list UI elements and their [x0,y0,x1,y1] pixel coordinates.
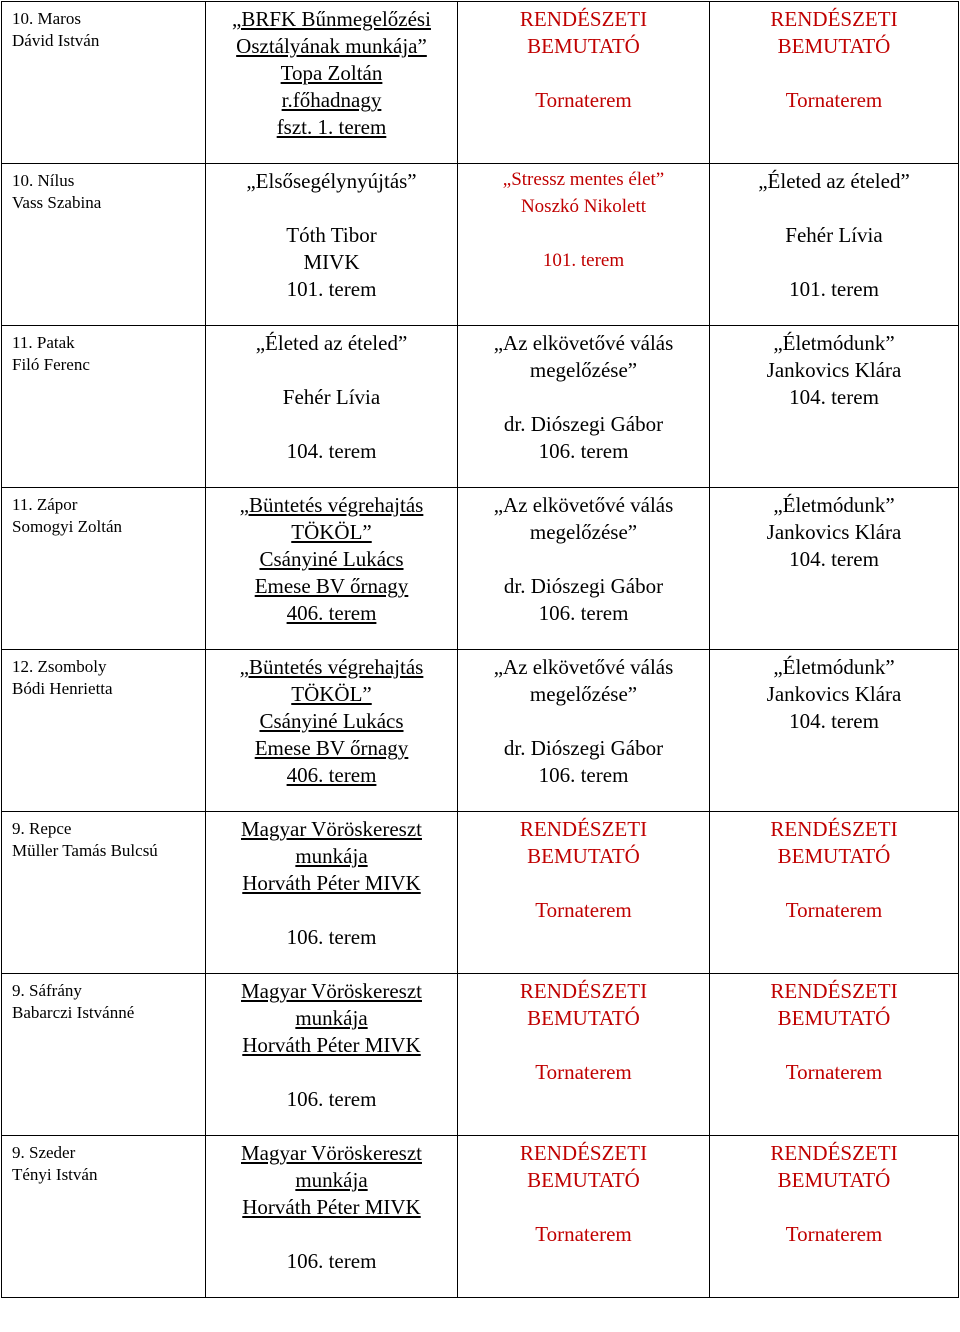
session-line: Magyar Vöröskereszt [241,817,422,841]
session-line: Osztályának munkája” [236,34,427,58]
table-row [2,326,959,488]
session-line: Tornaterem [785,1060,883,1084]
class-teacher: Filó Ferenc [12,355,90,374]
session-cell [710,164,959,326]
session-line [458,708,709,735]
session-line [710,249,958,276]
table-row [2,974,959,1136]
class-name: 10. Nílus [12,171,75,190]
session-line: megelőzése” [529,520,638,544]
table-row [2,650,959,812]
session-line: TÖKÖL” [291,520,372,544]
session-line: „Életmódunk” [773,493,895,517]
session-line [710,114,958,141]
session-cell [458,1136,710,1298]
session-line: dr. Diószegi Gábor [503,574,664,598]
session-line: 101. terem [286,277,377,301]
session-cell [710,974,959,1136]
session-line [206,411,457,438]
class-name: 12. Zsomboly [12,657,107,676]
session-line: Horváth Péter MIVK [242,1195,421,1219]
schedule-table [1,1,959,1298]
session-line [206,1059,457,1086]
session-line [206,1221,457,1248]
session-line: Horváth Péter MIVK [242,871,421,895]
session-line [710,735,958,762]
session-line: Tornaterem [535,898,632,922]
session-line: „Életmódunk” [773,655,895,679]
session-cell [206,326,458,488]
session-line: dr. Diószegi Gábor [503,736,664,760]
class-teacher: Bódi Henrietta [12,679,113,698]
session-line: 106. terem [286,1249,377,1273]
session-line: Fehér Lívia [282,385,381,409]
session-line: TÖKÖL” [291,682,372,706]
session-line [206,357,457,384]
session-line: 106. terem [538,439,629,463]
session-line: Noszkó Nikolett [520,196,647,217]
session-line: RENDÉSZETI [770,817,898,841]
session-line: munkája [295,1168,368,1192]
session-line [710,870,958,897]
class-name: 11. Zápor [12,495,78,514]
session-line: 101. terem [542,250,625,271]
session-line: Csányiné Lukács [259,709,404,733]
session-line: dr. Diószegi Gábor [503,412,664,436]
session-line: RENDÉSZETI [519,979,648,1003]
session-line: BEMUTATÓ [527,1006,640,1030]
session-line: MIVK [303,250,360,274]
session-line: „Stressz mentes élet” [502,169,665,190]
session-line [710,60,958,87]
session-line: 106. terem [538,763,629,787]
class-teacher: Somogyi Zoltán [12,517,123,536]
session-cell [206,488,458,650]
session-line [710,1194,958,1221]
session-line: Magyar Vöröskereszt [241,979,422,1003]
session-line [458,1032,709,1059]
session-line: megelőzése” [529,358,638,382]
session-line: 104. terem [789,547,879,571]
session-cell [458,974,710,1136]
session-line: RENDÉSZETI [519,7,648,31]
session-line [458,924,709,951]
session-cell [710,650,959,812]
session-line: 104. terem [789,385,879,409]
session-line: „Az elkövetővé válás [493,493,674,517]
session-cell [710,1136,959,1298]
session-line: „Életed az ételed” [758,169,910,193]
session-line [458,1248,709,1275]
class-name: 9. Sáfrány [12,981,82,1000]
session-line [710,1086,958,1113]
session-cell [458,650,710,812]
class-cell [2,812,206,974]
class-name: 11. Patak [12,333,75,352]
session-line: fszt. 1. terem [276,115,387,139]
session-line: megelőzése” [529,682,638,706]
session-cell [206,812,458,974]
class-cell [2,1136,206,1298]
session-line: Jankovics Klára [766,520,902,544]
session-line: r.főhadnagy [281,88,382,112]
session-cell [206,164,458,326]
session-line: Jankovics Klára [766,358,902,382]
session-line: „Az elkövetővé válás [493,655,674,679]
session-line [710,573,958,600]
session-line: Tornaterem [785,1222,883,1246]
session-cell [458,326,710,488]
session-line: „Büntetés végrehajtás [239,493,424,517]
session-line [458,546,709,573]
session-line: Topa Zoltán [280,61,383,85]
session-line [458,1086,709,1113]
session-line: 406. terem [286,763,377,787]
session-line: Tornaterem [535,88,632,112]
session-line: BEMUTATÓ [527,34,640,58]
class-cell [2,650,206,812]
class-cell [2,164,206,326]
session-line: BEMUTATÓ [527,844,640,868]
session-line [710,1248,958,1275]
session-cell [458,2,710,164]
table-row [2,488,959,650]
session-line: „BRFK Bűnmegelőzési [232,7,431,31]
session-line: BEMUTATÓ [777,34,891,58]
session-line: Emese BV őrnagy [254,574,409,598]
session-cell [206,974,458,1136]
session-line: Fehér Lívia [785,223,883,247]
session-line: Horváth Péter MIVK [242,1033,421,1057]
session-line: BEMUTATÓ [527,1168,640,1192]
table-row [2,1136,959,1298]
session-line [458,222,709,249]
session-line [458,276,709,303]
session-line: 104. terem [286,439,377,463]
session-line: RENDÉSZETI [519,817,648,841]
class-teacher: Babarczi Istvánné [12,1003,135,1022]
table-row [2,164,959,326]
session-line: RENDÉSZETI [770,7,898,31]
session-line: „Büntetés végrehajtás [239,655,424,679]
session-cell [458,812,710,974]
session-line: BEMUTATÓ [777,844,891,868]
session-line: Csányiné Lukács [259,547,404,571]
session-line: „Az elkövetővé válás [493,331,674,355]
session-cell [710,812,959,974]
session-line: „Elsősegélynyújtás” [246,169,417,193]
class-teacher: Dávid István [12,31,100,50]
class-cell [2,974,206,1136]
session-cell [710,488,959,650]
table-row [2,2,959,164]
session-line [710,195,958,222]
session-line [458,1194,709,1221]
session-line: 104. terem [789,709,879,733]
session-line: munkája [295,844,368,868]
session-cell [206,650,458,812]
session-line [458,384,709,411]
session-line [206,897,457,924]
session-cell [206,1136,458,1298]
session-line: 406. terem [286,601,377,625]
session-line [206,195,457,222]
session-line [458,60,709,87]
class-name: 9. Szeder [12,1143,76,1162]
session-line: Tóth Tibor [286,223,377,247]
table-row [2,812,959,974]
class-teacher: Müller Tamás Bulcsú [12,841,158,860]
session-line: RENDÉSZETI [519,1141,648,1165]
session-line: „Életed az ételed” [255,331,408,355]
session-line [710,438,958,465]
class-teacher: Tényi István [12,1165,98,1184]
session-line [710,411,958,438]
session-line: „Életmódunk” [773,331,895,355]
session-line: munkája [295,1006,368,1030]
session-line: Tornaterem [785,88,883,112]
session-line: 101. terem [789,277,879,301]
session-line: Tornaterem [535,1060,632,1084]
class-name: 9. Repce [12,819,72,838]
class-cell [2,488,206,650]
session-line [710,600,958,627]
session-line [710,924,958,951]
class-cell [2,326,206,488]
session-line: BEMUTATÓ [777,1168,891,1192]
session-line: RENDÉSZETI [770,979,898,1003]
session-line: 106. terem [538,601,629,625]
session-line: Magyar Vöröskereszt [241,1141,422,1165]
class-teacher: Vass Szabina [12,193,102,212]
session-line [458,870,709,897]
session-line: Tornaterem [535,1222,632,1246]
session-line: Emese BV őrnagy [254,736,409,760]
session-cell [206,2,458,164]
session-line [710,1032,958,1059]
class-name: 10. Maros [12,9,81,28]
class-cell [2,2,206,164]
session-cell [458,488,710,650]
session-line [710,762,958,789]
session-line [458,114,709,141]
session-cell [710,326,959,488]
session-line: Tornaterem [785,898,883,922]
session-line: 106. terem [286,1087,377,1111]
session-cell [710,2,959,164]
session-line: 106. terem [286,925,377,949]
session-cell [458,164,710,326]
session-line: BEMUTATÓ [777,1006,891,1030]
session-line: RENDÉSZETI [770,1141,898,1165]
session-line: Jankovics Klára [766,682,902,706]
